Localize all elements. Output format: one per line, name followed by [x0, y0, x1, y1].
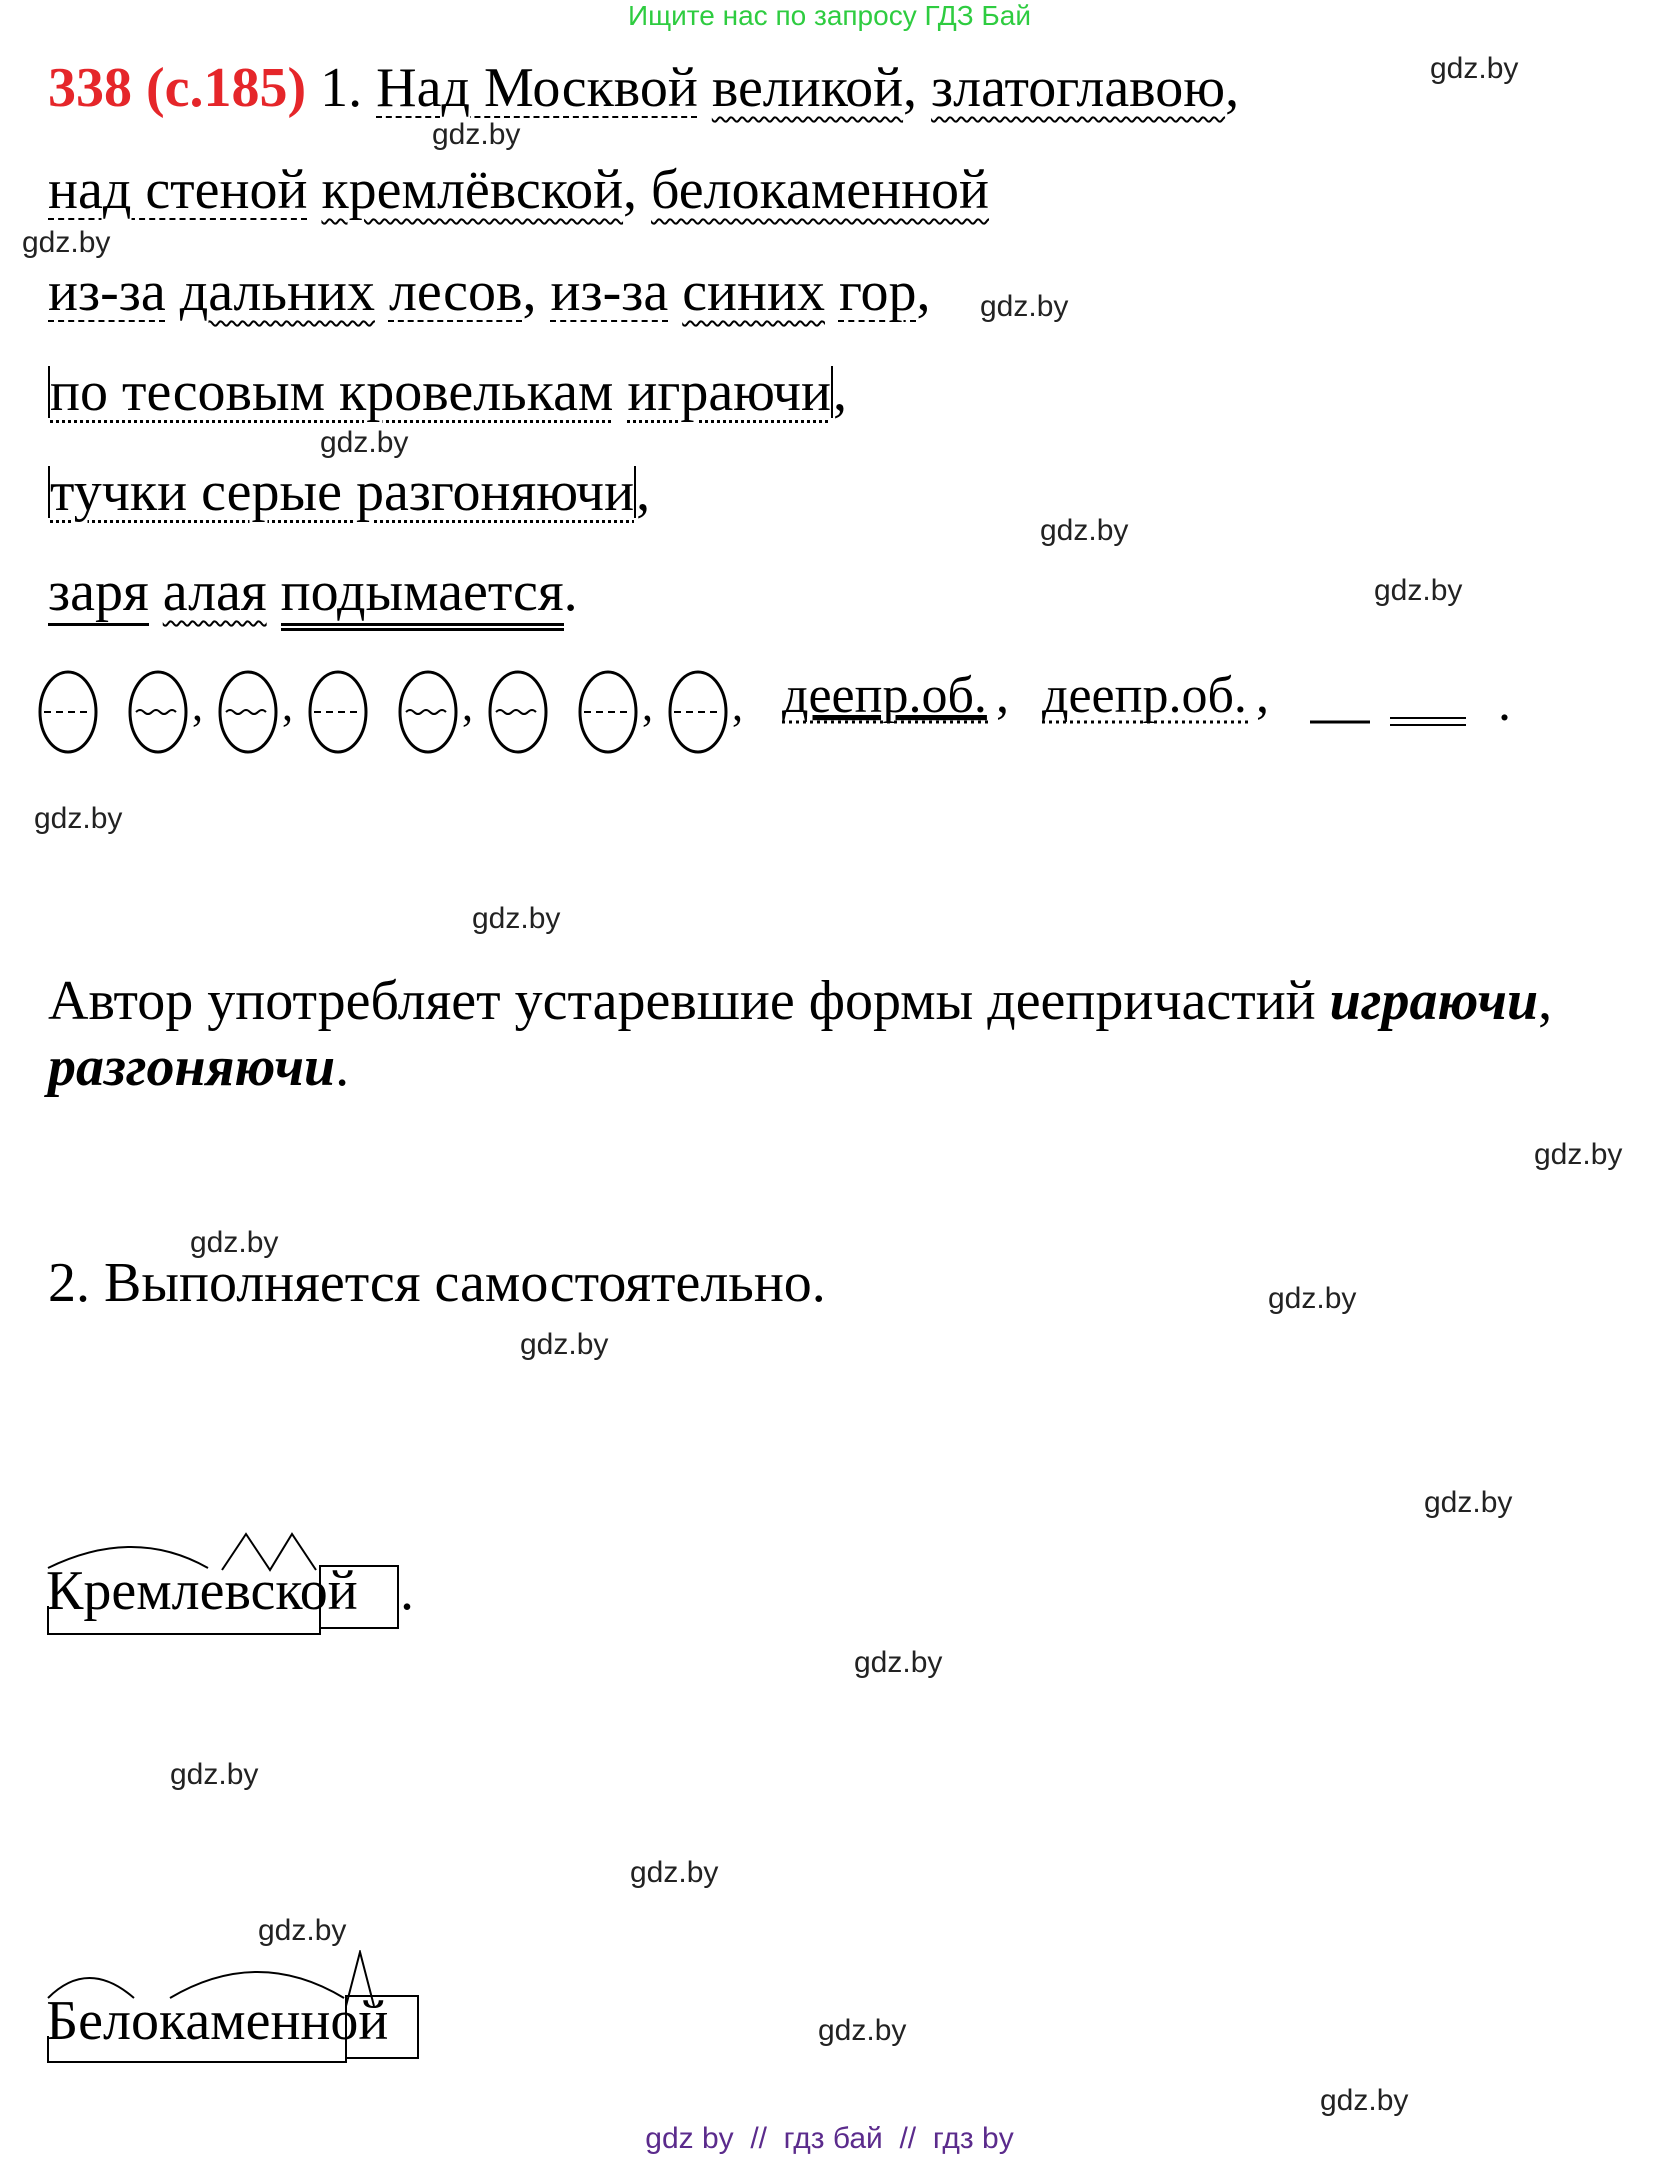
word-nad-stenoy: над стеной: [48, 159, 308, 221]
word-period: .: [400, 1560, 414, 1622]
scheme-oval-attr-3: [400, 672, 456, 752]
scheme-oval-adv-2: [310, 672, 366, 752]
scheme-oval-attr-1: [130, 672, 186, 752]
watermark: gdz.by: [1430, 52, 1519, 85]
word-podymaetsya: подымается: [281, 561, 564, 631]
scheme-phrase-1: деепр.об.: [782, 667, 987, 724]
word-alaya: алая: [162, 561, 267, 623]
phrase-po-tesovym: по тесовым кровелькам: [50, 361, 614, 423]
author-note: Автор употребляет устаревшие формы деепричастий играючи, разгоняючи.: [48, 970, 1553, 1098]
word-dalnih: дальних: [179, 261, 375, 323]
scheme-period: .: [1498, 675, 1511, 732]
watermark: gdz.by: [170, 1758, 259, 1791]
scheme-phrase-2: деепр.об.: [1042, 667, 1247, 724]
watermark: gdz.by: [630, 1856, 719, 1889]
watermark: gdz.by: [1040, 514, 1129, 547]
word-iz-za-2: из-за: [550, 261, 669, 323]
scheme-comma: ,: [1256, 667, 1269, 724]
morphemic-word-text: Кремлевской: [46, 1560, 358, 1622]
watermark: gdz.by: [818, 2014, 907, 2047]
watermark: gdz.by: [258, 1914, 347, 1947]
scheme-oval-adv-4: [670, 672, 726, 752]
watermark: gdz.by: [190, 1226, 279, 1259]
word-gor: гор: [838, 261, 917, 323]
morphemic-word-1: [46, 1530, 446, 1650]
watermark: gdz.by: [1534, 1138, 1623, 1171]
morphemic-word-text: Белокаменной: [46, 1990, 389, 2052]
note-word-igrayuchi: играючи: [1329, 970, 1539, 1032]
word-kremlevskoy: кремлёвской: [321, 159, 624, 221]
scheme-predicate-line: [1390, 718, 1466, 725]
watermark: gdz.by: [472, 902, 561, 935]
note-text: Автор употребляет устаревшие формы деепричастий: [48, 970, 1330, 1032]
watermark: gdz.by: [1374, 574, 1463, 607]
phrase-bar-end: [831, 366, 833, 418]
scheme-comma: ,: [996, 667, 1009, 724]
watermark: gdz.by: [1424, 1486, 1513, 1519]
word-velikoy: великой: [711, 57, 904, 119]
sentence-line-2: над стеной кремлёвской, белокаменной: [48, 159, 990, 221]
watermark: gdz.by: [1320, 2084, 1409, 2117]
scheme-comma: ,: [282, 681, 293, 730]
word-zarya: заря: [48, 561, 149, 626]
phrase-tuchki: тучки серые разгоняючи: [50, 461, 635, 523]
scheme-oval-adv-3: [580, 672, 636, 752]
watermark: gdz.by: [22, 226, 111, 259]
morphemic-word-2: [46, 1950, 466, 2070]
watermark: gdz.by: [432, 118, 521, 151]
sentence-line-5: тучки серые разгоняючи,: [50, 461, 651, 523]
sentence-scheme: [30, 660, 1530, 770]
sentence-line-4: по тесовым кровелькам играючи,: [50, 361, 848, 423]
promo-banner[interactable]: Ищите нас по запросу ГДЗ Бай: [627, 0, 1032, 31]
scheme-comma: ,: [192, 681, 203, 730]
sentence-line-1: 338 (с.185) 1. Над Москвой великой, златоглавою,: [48, 57, 1240, 119]
sentence-line-6: заря алая подымается.: [48, 562, 578, 622]
scheme-comma: ,: [462, 681, 473, 730]
scheme-oval-attr-2: [220, 672, 276, 752]
exercise-number: 338 (с.185): [48, 57, 307, 119]
part2-text: 2. Выполняется самостоятельно.: [48, 1252, 826, 1314]
word-belokamennoy: белокаменной: [651, 159, 990, 221]
sentence-line-3: из-за дальних лесов, из-за синих гор,: [48, 261, 931, 323]
watermark: gdz.by: [34, 802, 123, 835]
watermark: gdz.by: [520, 1328, 609, 1361]
watermark: gdz.by: [320, 426, 409, 459]
watermark: gdz.by: [980, 290, 1069, 323]
word-sinih: синих: [682, 261, 825, 323]
watermark: gdz.by: [1268, 1282, 1357, 1315]
scheme-oval-attr-4: [490, 672, 546, 752]
note-word-razgonyayuchi: разгоняючи: [48, 1036, 336, 1098]
scheme-oval-adv-1: [40, 672, 96, 752]
part1-label: 1.: [320, 57, 363, 119]
footer-links[interactable]: gdz by // гдз бай // гдз by: [645, 2122, 1014, 2155]
word-lesov: лесов: [388, 261, 523, 323]
scheme-comma: ,: [642, 681, 653, 730]
phrase-bar-end: [634, 466, 636, 518]
word-nad-moskvoy: Над Москвой: [376, 57, 698, 119]
watermark: gdz.by: [854, 1646, 943, 1679]
scheme-comma: ,: [732, 681, 743, 730]
word-iz-za-1: из-за: [48, 261, 166, 323]
word-zlatoglavoyu: златоглавою: [931, 57, 1226, 119]
word-igrayuchi: играючи: [627, 361, 832, 423]
